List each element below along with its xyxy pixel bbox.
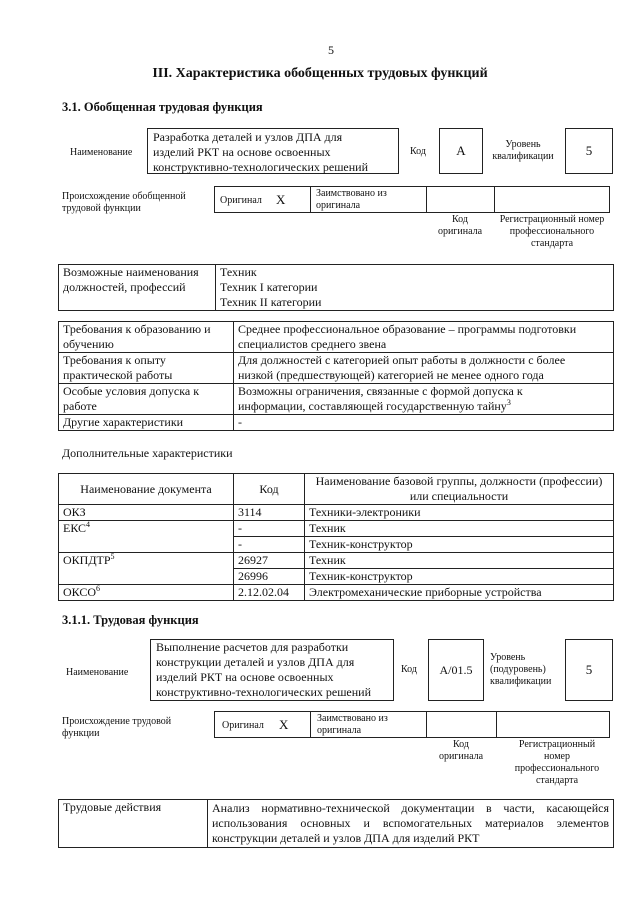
- cell-code: 3114: [234, 505, 305, 521]
- req-value-line: низкой (предшествующей) категорией не менее одного года: [238, 368, 544, 382]
- tf-origin-row: [214, 711, 610, 738]
- gtf-level-label: [488, 139, 558, 163]
- footnote-ref: 5: [110, 552, 115, 561]
- footnote-ref: 6: [96, 584, 101, 593]
- positions-label-line: должностей, профессий: [63, 280, 186, 294]
- cell-name: Электромеханические приборные устройства: [305, 585, 614, 601]
- gtf-level-label-line: Уровень: [505, 139, 541, 150]
- tf-borrowed-label: [317, 713, 388, 737]
- gtf-reg-line: Регистрационный номер: [499, 214, 605, 225]
- tf-name-box: [150, 639, 394, 701]
- actions-label: Трудовые действия: [59, 800, 208, 848]
- gtf-code-box: [439, 128, 483, 174]
- table-row: [59, 585, 614, 601]
- gtf-name-label: Наименование: [70, 147, 133, 158]
- tf-name-line: конструкции деталей и узлов ДПА для: [156, 655, 355, 669]
- req-label-line: обучению: [63, 337, 114, 351]
- positions-label-line: Возможные наименования: [63, 265, 199, 279]
- col-header-code: Код: [234, 474, 305, 505]
- gtf-original-mark: X: [276, 192, 286, 207]
- gtf-code: А: [456, 143, 466, 158]
- tf-code-orig-label: [428, 739, 494, 763]
- gtf-origin-row: [214, 186, 610, 213]
- cell-name: Техники-электроники: [305, 505, 614, 521]
- req-label-line: Особые условия допуска к: [63, 384, 200, 398]
- req-value: [234, 384, 614, 415]
- tf-level: 5: [585, 662, 593, 677]
- position-item: Техник: [220, 265, 257, 279]
- req-value-line: -: [238, 415, 242, 429]
- req-label-line: Требования к опыту: [63, 353, 166, 367]
- footnote-ref: 3: [506, 398, 511, 407]
- req-value-line: Для должностей с категорией опыт работы в должности с более: [238, 353, 566, 367]
- tf-code: A/01.5: [439, 663, 473, 677]
- req-label-line: работе: [63, 399, 97, 413]
- tf-reg-line: профессионального: [514, 763, 600, 774]
- cell-code: 26927: [234, 553, 305, 569]
- gtf-borrowed-label: [316, 188, 387, 212]
- additional-title: Дополнительные характеристики: [62, 446, 233, 460]
- cell-code: -: [234, 537, 305, 553]
- doc-name: ОКСО: [63, 585, 97, 599]
- col-header-name: Наименование базовой группы, должности (профессии) или специальности: [305, 474, 614, 505]
- cell-doc: [59, 585, 234, 601]
- table-row: [59, 384, 614, 415]
- gtf-reg-label: [494, 214, 610, 250]
- gtf-origin-label-line: трудовой функции: [62, 203, 141, 214]
- req-label-line: Другие характеристики: [63, 415, 184, 429]
- cell-doc: [59, 521, 234, 553]
- tf-reg-label: [500, 739, 614, 787]
- positions-table: [58, 264, 614, 311]
- gtf-level-label-line: квалификации: [492, 151, 554, 162]
- gtf-origin-label-line: Происхождение обобщенной: [62, 191, 186, 202]
- position-item: Техник I категории: [220, 280, 318, 294]
- classifiers-table: [58, 473, 614, 601]
- table-row: [59, 353, 614, 384]
- tf-code-orig-line: Код: [453, 739, 469, 750]
- tf-origin-label: [62, 716, 171, 740]
- tf-level-label-line: Уровень: [490, 652, 526, 663]
- req-label: [59, 415, 234, 431]
- cell-code: 2.12.02.04: [234, 585, 305, 601]
- table-header-row: [59, 474, 614, 505]
- tf-name-line: Выполнение расчетов для разработки: [156, 640, 349, 654]
- req-value-text: информации, составляющей государственную тайну: [238, 399, 507, 413]
- gtf-name-line: Разработка деталей и узлов ДПА для: [153, 130, 343, 144]
- cell-name: Техник-конструктор: [305, 537, 614, 553]
- gtf-level: 5: [585, 143, 593, 158]
- tf-heading: 3.1.1. Трудовая функция: [62, 613, 199, 627]
- gtf-reg-line: профессионального: [509, 226, 595, 237]
- tf-original-label: Оригинал: [222, 720, 264, 731]
- tf-reg-line: стандарта: [535, 775, 579, 786]
- tf-origin-label-line: функции: [62, 728, 100, 739]
- gtf-heading: 3.1. Обобщенная трудовая функция: [62, 100, 263, 114]
- positions-values: [216, 265, 614, 311]
- doc-name: ОКПДТР: [63, 553, 111, 567]
- req-value: [234, 415, 614, 431]
- gtf-name-line: конструктивно-технологических решений: [153, 160, 369, 174]
- req-value-line: специалистов среднего звена: [238, 337, 387, 351]
- tf-original-mark: X: [279, 717, 289, 732]
- gtf-reg-line: стандарта: [530, 238, 574, 249]
- tf-code-label: Код: [401, 664, 417, 675]
- gtf-code-orig-line: Код: [452, 214, 468, 225]
- table-row: [59, 415, 614, 431]
- req-label-line: практической работы: [63, 368, 173, 382]
- gtf-code-orig-line: оригинала: [437, 226, 483, 237]
- gtf-original-label: Оригинал: [220, 195, 262, 206]
- tf-level-box: [565, 639, 613, 701]
- gtf-name-text: [148, 129, 398, 176]
- positions-label: [59, 265, 216, 311]
- table-row: [59, 800, 614, 848]
- tf-borrowed-label-line: оригинала: [317, 725, 362, 736]
- tf-code-box: [428, 639, 484, 701]
- tf-origin-label-line: Происхождение трудовой: [62, 716, 172, 727]
- gtf-name-box: [147, 128, 399, 174]
- col-header-doc: Наименование документа: [59, 474, 234, 505]
- cell-name: Техник-конструктор: [305, 569, 614, 585]
- req-label-line: Требования к образованию и: [63, 322, 211, 336]
- req-value-line: Возможны ограничения, связанные с формой допуска к: [238, 384, 523, 398]
- section-title: III. Характеристика обобщенных трудовых функций: [152, 66, 488, 81]
- gtf-origin-label: [62, 191, 186, 215]
- cell-name: Техник: [305, 553, 614, 569]
- doc-name: ЕКС: [63, 521, 87, 535]
- tf-level-label-line: (подуровень): [490, 664, 546, 675]
- tf-borrowed-label-line: Заимствовано из: [317, 713, 388, 724]
- cell-doc: [59, 505, 234, 521]
- table-row: [59, 521, 614, 537]
- tf-reg-line: Регистрационный: [518, 739, 596, 750]
- tf-name-text: [151, 640, 393, 700]
- tf-name-line: изделий РКТ на основе освоенных: [156, 670, 334, 684]
- req-value: [234, 322, 614, 353]
- actions-value: Анализ нормативно-технической документации в части, касающейся использования основных и вспомогательных материалов элементов конструкции деталей и узлов ДПА для изделий РКТ: [208, 800, 614, 848]
- tf-reg-line: номер: [544, 751, 570, 762]
- gtf-name-line: изделий РКТ на основе освоенных: [153, 145, 331, 159]
- req-label: [59, 322, 234, 353]
- requirements-table: [58, 321, 614, 431]
- req-value: [234, 353, 614, 384]
- cell-code: 26996: [234, 569, 305, 585]
- table-row: [59, 553, 614, 569]
- doc-name: ОКЗ: [63, 505, 86, 519]
- gtf-code-orig-label: [428, 214, 492, 238]
- req-value-line: [238, 399, 609, 414]
- tf-code-orig-line: оригинала: [438, 751, 484, 762]
- table-row: [59, 505, 614, 521]
- gtf-code-label: Код: [410, 146, 426, 157]
- gtf-level-box: [565, 128, 613, 174]
- tf-name-line: конструктивно-технологических решений: [156, 685, 372, 699]
- cell-doc: [59, 553, 234, 585]
- req-value-line: Среднее профессиональное образование – программы подготовки: [238, 322, 577, 336]
- table-row: [59, 322, 614, 353]
- footnote-ref: 4: [86, 520, 91, 529]
- cell-code: -: [234, 521, 305, 537]
- req-label: [59, 384, 234, 415]
- gtf-borrowed-label-line: оригинала: [316, 200, 361, 211]
- tf-name-label: Наименование: [66, 667, 129, 678]
- gtf-borrowed-label-line: Заимствовано из: [316, 188, 387, 199]
- cell-name: Техник: [305, 521, 614, 537]
- tf-level-label: [490, 652, 551, 688]
- page-number: 5: [328, 43, 334, 57]
- req-label: [59, 353, 234, 384]
- position-item: Техник II категории: [220, 295, 322, 309]
- actions-table: [58, 799, 614, 848]
- tf-level-label-line: квалификации: [490, 676, 552, 687]
